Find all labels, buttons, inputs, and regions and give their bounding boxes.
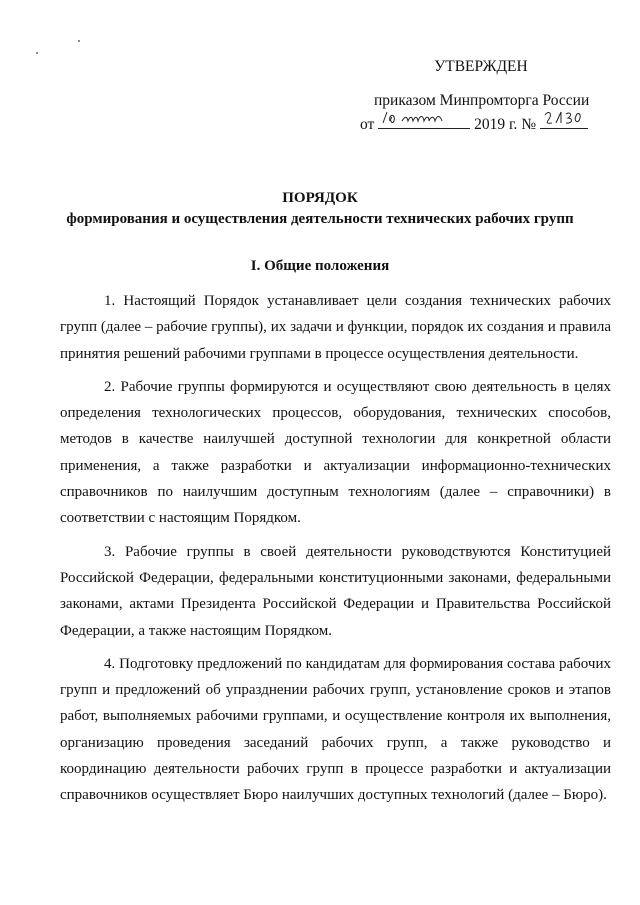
handwritten-number-signature xyxy=(542,109,586,127)
handwritten-date-signature xyxy=(380,109,468,127)
paragraph-2: 2. Рабочие группы формируются и осуществляют свою деятельность в целях определения технологических процессов, оборудования, технических способов, методов в качестве наилучшей доступной технологии для конкретной области применения, а также разработки и актуализации информационно-технических справочников по наилучшим доступным технологиям (далее – справочники) в соответствии с настоящим Порядком. xyxy=(60,378,611,527)
section-heading: I. Общие положения xyxy=(250,258,390,274)
approval-date-number-line xyxy=(360,112,610,136)
year-text: 2019 г. xyxy=(474,116,518,133)
paragraph-3: 3. Рабочие группы в своей деятельности руководствуются Конституцией Российской Федерации, федеральными конституционными законами, федеральными законами, актами Президента Российской Федерации и Правительства Российской Федерации, а также настоящим Порядком. xyxy=(60,543,611,639)
handwritten-number xyxy=(540,112,588,129)
paragraph-1: 1. Настоящий Порядок устанавливает цели создания технических рабочих групп (далее – рабочие группы), их задачи и функции, порядок их создания и правила принятия решений рабочими группами в процессе осуществления деятельности. xyxy=(60,293,611,362)
scan-speck xyxy=(36,52,38,54)
document-title-line1: ПОРЯДОК xyxy=(282,190,358,206)
handwritten-date xyxy=(378,112,470,129)
approval-stamp-block xyxy=(360,56,610,136)
from-label: от xyxy=(360,116,375,133)
document-title xyxy=(60,188,580,230)
document-body xyxy=(60,288,611,816)
approval-order-line: приказом Минпромторга России xyxy=(374,92,590,109)
number-label: № xyxy=(521,116,537,133)
paragraph-4: 4. Подготовку предложений по кандидатам для формирования состава рабочих групп и предложений об упразднении рабочих групп, установление сроков и этапов работ, выполняемых рабочими группами, и осуществление контроля их выполнения, организацию проведения заседаний рабочих групп, а также руководство и координацию деятельности рабочих групп в процессе разработки и актуализации справочников осуществляет Бюро наилучших доступных технологий (далее – Бюро). xyxy=(60,655,611,804)
approval-title: УТВЕРЖДЕН xyxy=(434,58,528,75)
document-title-line2: формирования и осуществления деятельности технических рабочих групп xyxy=(66,211,574,227)
scan-speck xyxy=(78,40,80,42)
